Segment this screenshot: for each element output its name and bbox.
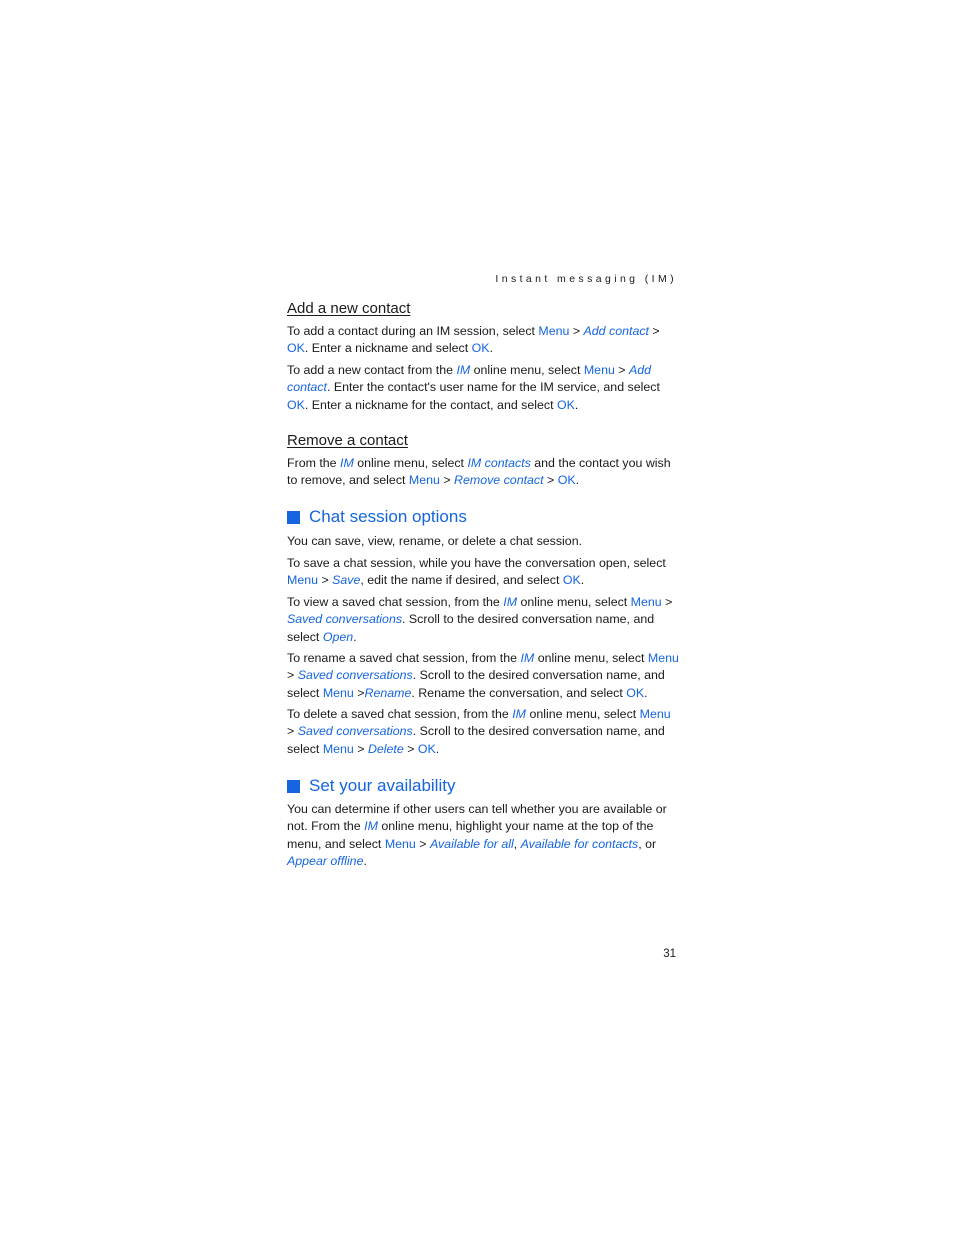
heading-set-your-availability xyxy=(287,776,455,796)
paragraph xyxy=(287,706,679,758)
text-run: . Enter a nickname for the contact, and select xyxy=(304,397,557,412)
heading-text: Chat session options xyxy=(309,507,467,526)
text-run: > xyxy=(569,324,584,338)
text-run: > xyxy=(543,473,558,488)
text-run: To save a chat session, while you have the conversation open, select xyxy=(287,556,666,570)
text-run: > xyxy=(353,741,368,756)
option-term: IM xyxy=(503,595,518,609)
option-term: Saved conversations xyxy=(287,612,403,627)
text-run: From the xyxy=(287,456,341,470)
heading-chat-session-options xyxy=(287,507,467,527)
text-run: online menu, highlight your name at the top of the menu, and select xyxy=(287,819,654,851)
menu-term: OK xyxy=(562,573,581,588)
text-run: > xyxy=(439,473,455,488)
text-run: . xyxy=(353,629,357,644)
text-run: , xyxy=(513,836,521,851)
text-run: . xyxy=(575,473,580,488)
menu-term: OK xyxy=(626,685,645,700)
text-run: online menu, select xyxy=(534,651,648,665)
option-term: Open xyxy=(322,629,354,644)
text-run: online menu, select xyxy=(353,456,468,470)
option-term: Appear offline xyxy=(287,853,364,868)
option-term: Saved conversations xyxy=(297,724,413,739)
option-term: IM xyxy=(456,363,471,377)
text-run: , edit the name if desired, and select xyxy=(360,573,563,588)
text-run: > xyxy=(287,724,298,739)
option-term: Add contact xyxy=(287,363,652,395)
menu-term: Menu xyxy=(630,595,662,609)
menu-term: OK xyxy=(287,341,305,356)
menu-term: Menu xyxy=(408,473,440,488)
option-term: IM xyxy=(512,707,526,721)
option-term: IM xyxy=(364,819,378,834)
page-number: 31 xyxy=(663,948,676,960)
text-run: online menu, select xyxy=(526,707,640,721)
option-term: Available for contacts xyxy=(520,836,639,851)
menu-term: Menu xyxy=(322,685,354,700)
text-run: To view a saved chat session, from the xyxy=(287,595,504,609)
menu-term: OK xyxy=(287,397,305,412)
text-run: . xyxy=(574,397,579,412)
running-head: Instant messaging (IM) xyxy=(495,273,677,285)
paragraph xyxy=(287,455,679,490)
text-run: You can determine if other users can tell whether you are available or not. From the xyxy=(287,802,667,834)
text-run: > xyxy=(415,836,430,851)
square-bullet-icon xyxy=(287,511,300,524)
paragraph xyxy=(287,533,679,550)
text-run: . Enter the contact's user name for the IM service, and select xyxy=(326,380,660,395)
menu-term: Menu xyxy=(322,741,354,756)
square-bullet-icon xyxy=(287,780,300,793)
text-run: . xyxy=(644,685,648,700)
option-term: Saved conversations xyxy=(297,668,413,683)
text-run: > xyxy=(353,685,365,700)
menu-term: OK xyxy=(556,397,575,412)
text-run: . Scroll to the desired conversation name, and select xyxy=(287,668,665,700)
menu-term: Menu xyxy=(287,573,318,588)
paragraph xyxy=(287,323,679,358)
option-term: IM xyxy=(520,651,535,665)
text-run: . xyxy=(489,341,493,356)
option-term: IM contacts xyxy=(467,456,531,470)
text-run: online menu, select xyxy=(470,363,584,377)
text-run: > xyxy=(287,668,298,683)
paragraph xyxy=(287,594,679,646)
option-term: Remove contact xyxy=(454,473,544,488)
paragraph xyxy=(287,555,679,590)
text-run: online menu, select xyxy=(517,595,631,609)
text-run: > xyxy=(614,363,629,377)
text-run: . Rename the conversation, and select xyxy=(411,685,627,700)
text-run: and the contact you wish to remove, and select xyxy=(287,456,671,488)
option-term: Save xyxy=(332,573,361,588)
menu-term: Menu xyxy=(384,836,416,851)
menu-term: Menu xyxy=(538,324,570,338)
option-term: Available for all xyxy=(429,836,514,851)
text-run: . Scroll to the desired conversation name, and select xyxy=(287,612,655,644)
text-run: > xyxy=(318,573,333,588)
menu-term: OK xyxy=(471,341,490,356)
text-run: . Scroll to the desired conversation name, and select xyxy=(287,724,665,756)
option-term: IM xyxy=(340,456,354,470)
heading-text: Set your availability xyxy=(309,776,456,795)
text-run: To delete a saved chat session, from the xyxy=(287,707,513,721)
text-run: To rename a saved chat session, from the xyxy=(287,651,521,665)
text-run: > xyxy=(648,324,660,338)
option-term: Delete xyxy=(367,741,404,756)
text-run: . xyxy=(363,853,367,868)
menu-term: OK xyxy=(557,473,576,488)
option-term: Add contact xyxy=(583,324,649,338)
text-run: . Enter a nickname and select xyxy=(304,341,472,356)
paragraph xyxy=(287,801,679,870)
text-run: , or xyxy=(638,836,657,851)
menu-term: Menu xyxy=(647,651,679,665)
heading-remove-contact: Remove a contact xyxy=(287,432,408,449)
text-run: > xyxy=(403,741,418,756)
menu-term: Menu xyxy=(639,707,671,721)
text-run: . xyxy=(580,573,585,588)
text-run: . xyxy=(435,741,440,756)
text-run: > xyxy=(661,595,673,609)
text-run: To add a contact during an IM session, select xyxy=(287,324,539,338)
menu-term: Menu xyxy=(583,363,615,377)
heading-add-new-contact: Add a new contact xyxy=(287,300,411,317)
text-run: You can save, view, rename, or delete a chat session. xyxy=(287,534,583,548)
menu-term: OK xyxy=(417,741,436,756)
paragraph xyxy=(287,362,679,414)
option-term: Rename xyxy=(364,685,412,700)
paragraph xyxy=(287,650,679,702)
text-run: To add a new contact from the xyxy=(287,363,457,377)
